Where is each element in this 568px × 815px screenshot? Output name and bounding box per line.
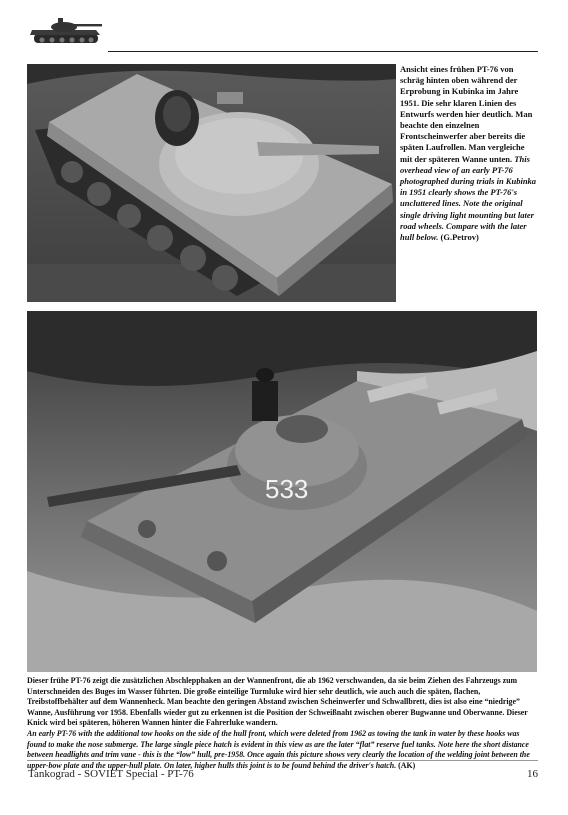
caption-german: Ansicht eines frühen PT-76 von schräg hinten oben während der Erprobung in Kubinka im Jahre 1951. Die sehr klaren Linien des Entwurfs werden hier deutlich. Man beachte den einzelnen Frontscheinwerfer aber bereits die späten Laufrollen. Man vergleiche mit der späteren Wanne unten.	[400, 64, 533, 164]
page-number: 16	[527, 768, 538, 780]
tank-photo-overhead	[27, 64, 396, 302]
caption-english: This overhead view of an early PT-76 photographed during trials in Kubinka in 1951 clearly shows the PT-76's uncluttered lines. Note the original single driving light mounting but later road wheels. Compare with the later hull below.	[400, 153, 537, 243]
footer-series-title: Tankograd - SOVIET Special - PT-76	[28, 768, 194, 780]
photo-caption-side	[400, 64, 538, 243]
photo-credit: (AK)	[398, 760, 416, 770]
caption-german: Dieser frühe PT-76 zeigt die zusätzlichen Abschlepphaken an der Wannenfront, die ab 1962 verschwanden, da sie beim Ziehen des Fahrzeugs zum Unterschneiden des Buges im Wasser führten. Die große einteilige Turmluke wird hier sehr deutlich, wie auch auch die späten, flachen, Treibstoffbehälter auf dem Wannenheck. Man beachte den geringen Abstand zwischen Scheinwerfer und Schwallbrett, dies ist also eine “niedrige” Wanne, Ausführung vor 1958. Ebenfalls wieder gut zu erkennen ist die Position der Schweißnaht zwischen oberer Bugwanne und Oberwanne. Dieser Knick wird bei späteren, höheren Wannen hinter die Fahrerluke wandern.	[27, 676, 528, 728]
footer-rule	[27, 760, 538, 761]
header-rule	[108, 51, 538, 52]
photo-caption-bottom	[27, 676, 539, 771]
photo-credit: (G.Petrov)	[440, 232, 479, 243]
caption-english: An early PT-76 with the additional tow hooks on the side of the hull front, which were deleted from 1962 as towing the tank in water by these hooks was found to make the nose submerge. The large single piece hatch is evident in this view as are the later “flat” reserve fuel tanks. Note here the short distance between headlights and trim vane - this is the “low” hull, pre-1958. Once again this picture shows very clearly the location of the welding joint between the upper-bow plate and the upper-hull plate. On later, higher hulls this joint is to be found behind the driver's hatch.	[27, 728, 530, 770]
tank-logo-icon	[28, 14, 104, 52]
tank-photo-533	[27, 311, 537, 672]
turret-number: 533	[265, 474, 309, 504]
